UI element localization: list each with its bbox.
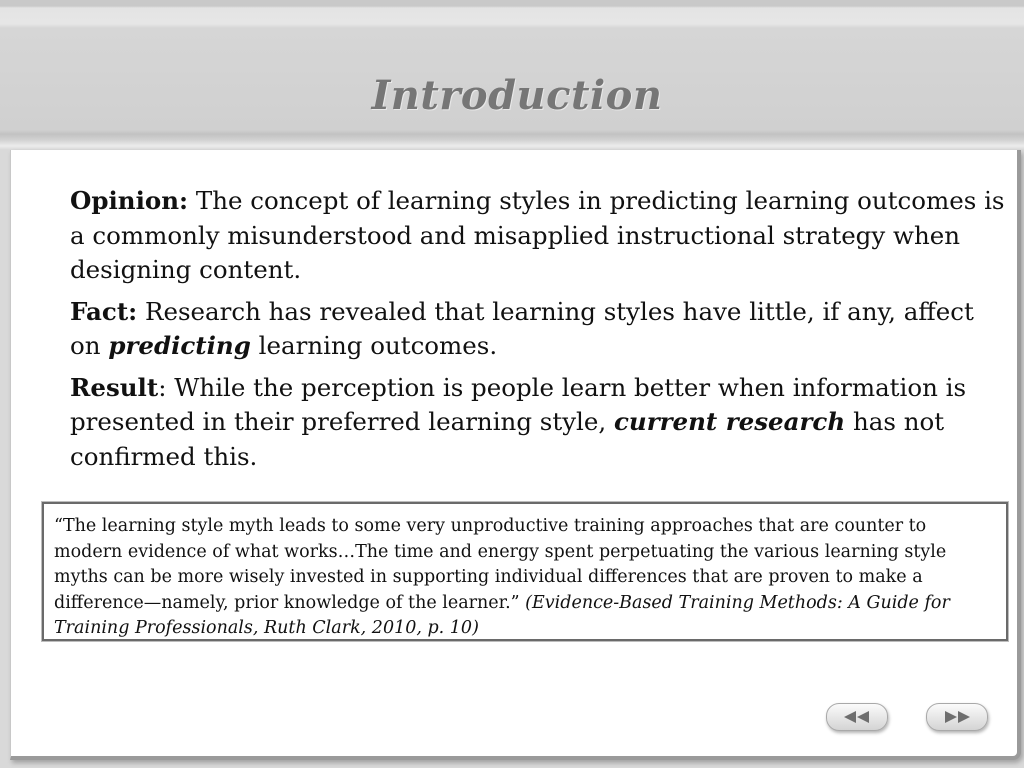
fact-text-before: Research has revealed that learning styles have little, if any, affect on: [70, 296, 974, 360]
opinion-label: Opinion:: [70, 186, 189, 215]
fast-forward-icon: [943, 711, 971, 723]
quote-text: “The learning style myth leads to some very unproductive training approaches that are counter to modern evidence of what works…The time and energy spent perpetuating the various learning style myths can be more wisely invested in supporting individual differences that are proven to make a difference—namely, prior knowledge of the learner.”: [54, 516, 947, 613]
result-label: Result: [70, 372, 159, 402]
fact-label: Fact:: [70, 296, 138, 326]
next-button[interactable]: [926, 703, 988, 731]
quote-citation: (Evidence-Based Training Methods: A Guide for Training Professionals, Ruth Clark, 2010, p. 10): [54, 592, 950, 639]
quote-box: [42, 502, 1008, 641]
fact-text-after: learning outcomes.: [250, 331, 498, 360]
result-text-before: : While the perception is people learn better when information is presented in their preferred learning style,: [70, 372, 967, 436]
quote-text-block: [54, 514, 999, 642]
result-emphasis: current research: [613, 407, 846, 436]
opinion-text: The concept of learning styles in predicting learning outcomes is a commonly misunderstood and misapplied instructional strategy when designing content.: [70, 186, 1005, 284]
result-text-after: has not confirmed this.: [70, 407, 945, 471]
rewind-icon: [843, 711, 871, 723]
fact-emphasis: predicting: [108, 331, 251, 360]
fact-paragraph: [70, 295, 1005, 364]
slide-body: [70, 184, 1005, 481]
result-paragraph: [70, 371, 1005, 475]
slide-title: Introduction: [371, 72, 663, 119]
opinion-paragraph: [70, 184, 1005, 288]
previous-button[interactable]: [826, 703, 888, 731]
